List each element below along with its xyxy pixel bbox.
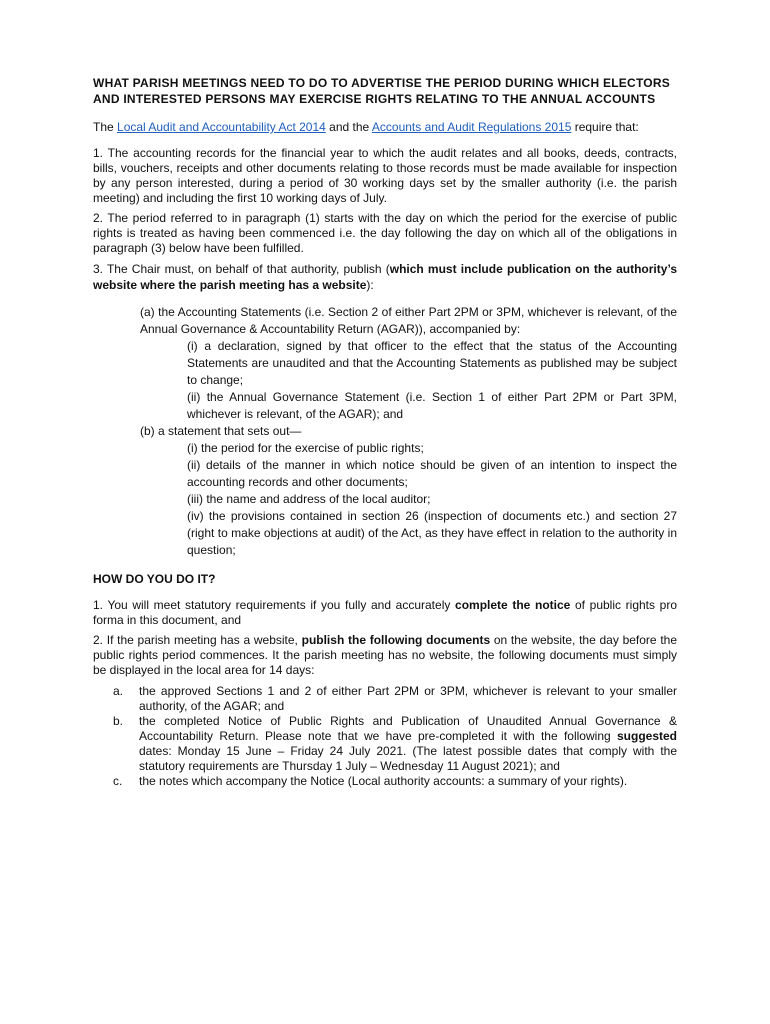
paragraph-3-text: 3. The Chair must, on behalf of that authority, publish ( bbox=[93, 262, 390, 276]
sub-item-a: (a) the Accounting Statements (i.e. Section 2 of either Part 2PM or 3PM, whichever is relevant, of the Annual Governance & Accountability Return (AGAR)), accompanied by: bbox=[140, 305, 677, 336]
list-marker: c. bbox=[113, 774, 123, 788]
list-item-text: the notes which accompany the Notice (Local authority accounts: a summary of your rights). bbox=[139, 774, 628, 788]
paragraph-3-end: ): bbox=[366, 278, 374, 292]
how-1-end: of public rights pro forma in this document, and bbox=[93, 598, 678, 627]
sub-item-b-ii: (ii) details of the manner in which notice should be given of an intention to inspect the accounting records and other documents; bbox=[187, 458, 677, 489]
list-item-text: the approved Sections 1 and 2 of either Part 2PM or 3PM, whichever is relevant to your smaller authority, of the AGAR; and bbox=[139, 684, 677, 713]
list-item-bold: suggested bbox=[616, 729, 677, 743]
intro-text-end: require that: bbox=[571, 120, 639, 134]
list-item bbox=[93, 684, 677, 714]
section-heading-how: HOW DO YOU DO IT? bbox=[93, 572, 216, 586]
sub-item-b-i: (i) the period for the exercise of public rights; bbox=[187, 441, 424, 455]
intro-text-mid: and the bbox=[325, 120, 372, 134]
how-2-end: on the website, the day before the public rights period commences. It the parish meeting has no website, the following documents must simply be displayed in the local area for 14 days: bbox=[93, 633, 678, 677]
how-paragraph-1 bbox=[93, 598, 677, 628]
intro-paragraph bbox=[93, 120, 677, 135]
how-2-text: 2. If the parish meeting has a website, bbox=[93, 633, 302, 647]
page-title: WHAT PARISH MEETINGS NEED TO DO TO ADVERTISE THE PERIOD DURING WHICH ELECTORS AND INTERESTED PERSONS MAY EXERCISE RIGHTS RELATING TO THE ANNUAL ACCOUNTS bbox=[93, 76, 671, 106]
how-paragraph-2 bbox=[93, 633, 677, 678]
list-item bbox=[93, 774, 677, 789]
intro-text: The bbox=[93, 120, 118, 134]
document-page bbox=[93, 76, 677, 789]
list-item bbox=[93, 714, 677, 774]
list-marker: a. bbox=[113, 684, 124, 698]
sub-item-a-i: (i) a declaration, signed by that officer to the effect that the status of the Accounting Statements are unaudited and that the Accounting Statements as published may be subject to change; bbox=[187, 339, 677, 387]
paragraph-3 bbox=[93, 261, 677, 293]
list-item-text: the completed Notice of Public Rights and Publication of Unaudited Annual Governance & Accountability Return. Please note that we have pre-completed it with the following bbox=[139, 714, 677, 743]
how-2-bold: publish the following documents bbox=[301, 633, 491, 647]
paragraph-2: 2. The period referred to in paragraph (1) starts with the day on which the period for the exercise of public rights is treated as having been commenced i.e. the day following the day on which all of the obligations in paragraph (3) below have been fulfilled. bbox=[93, 211, 677, 255]
sub-item-a-ii: (ii) the Annual Governance Statement (i.e. Section 1 of either Part 2PM or Part 3PM, whichever is relevant, of the AGAR); and bbox=[187, 390, 677, 421]
list-item-text-end: dates: Monday 15 June – Friday 24 July 2021. (The latest possible dates that comply with the statutory requirements are Thursday 1 July – Wednesday 11 August 2021); and bbox=[139, 744, 677, 773]
sub-item-b-iii: (iii) the name and address of the local auditor; bbox=[187, 492, 431, 506]
accounts-audit-regulations-link[interactable]: Accounts and Audit Regulations 2015 bbox=[371, 120, 572, 134]
sub-item-b-iv: (iv) the provisions contained in section 26 (inspection of documents etc.) and section 27 (right to make objections at audit) of the Act, as they have effect in relation to the authority in question; bbox=[187, 509, 677, 557]
local-audit-act-link[interactable]: Local Audit and Accountability Act 2014 bbox=[117, 120, 326, 134]
how-1-text: 1. You will meet statutory requirements if you fully and accurately bbox=[93, 598, 456, 612]
paragraph-3-bold: which must include publication on the authority’s website where the parish meeting has a website bbox=[93, 262, 677, 292]
documents-list bbox=[93, 684, 677, 789]
list-marker: b. bbox=[113, 714, 124, 728]
sub-item-b: (b) a statement that sets out— bbox=[140, 424, 302, 438]
paragraph-1: 1. The accounting records for the financial year to which the audit relates and all books, deeds, contracts, bills, vouchers, receipts and other documents relating to those records must be made available for inspection by any person interested, during a period of 30 working days set by the smaller authority (i.e. the parish meeting) and including the first 10 working days of July. bbox=[93, 146, 677, 205]
how-1-bold: complete the notice bbox=[455, 598, 571, 612]
